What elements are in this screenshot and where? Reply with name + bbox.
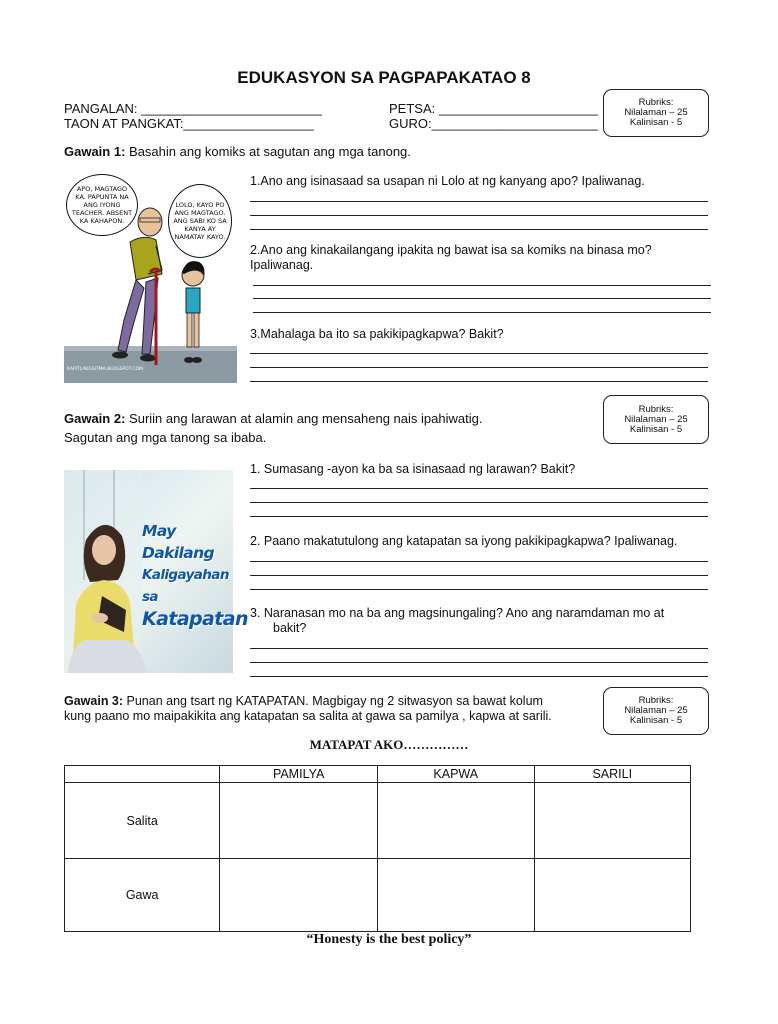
- rubric-box-3: Rubriks: Nilalaman – 25 Kalinisan - 5: [603, 687, 709, 735]
- comic-speech-bubble-lolo: APO, MAGTAGO KA. PAPUNTA NA ANG IYONG TEACHER. ABSENT KA KAHAPON.: [66, 174, 138, 236]
- table-header-cell: [65, 766, 220, 783]
- table-header-cell: SARILI: [534, 766, 690, 783]
- activity-1-question-2: 2.Ano ang kinakailangang ipakita ng bawat isa sa komiks na binasa mo?: [250, 243, 652, 257]
- answer-line: [250, 516, 708, 517]
- motto-quote: “Honesty is the best policy”: [306, 932, 472, 947]
- activity-3-label: Gawain 3:: [64, 694, 124, 708]
- table-header-cell: PAMILYA: [220, 766, 378, 783]
- answer-line: [250, 229, 708, 230]
- page-title: EDUKASYON SA PAGPAPAKATAO 8: [237, 68, 531, 87]
- table-cell-input[interactable]: [220, 859, 378, 932]
- answer-line: [250, 488, 708, 489]
- answer-line: [250, 502, 708, 503]
- rubric-content-score: Nilalaman – 25: [624, 107, 688, 118]
- activity-1-label: Gawain 1:: [64, 144, 126, 159]
- answer-line: [250, 381, 708, 382]
- table-cell-input[interactable]: [534, 859, 690, 932]
- activity-2-question-3-cont: bakit?: [273, 621, 307, 635]
- answer-line: [250, 353, 708, 354]
- table-row: [65, 859, 691, 932]
- rubric-box-1: [603, 89, 709, 137]
- comic-image: [64, 170, 237, 383]
- row-label-gawa: Gawa: [65, 859, 220, 932]
- name-field: PANGALAN: _________________________: [64, 101, 322, 116]
- rubric-label: Rubriks:: [638, 97, 674, 108]
- rubric-box-2: Rubriks: Nilalaman – 25 Kalinisan - 5: [603, 395, 709, 444]
- grade-section-field: TAON AT PANGKAT:__________________: [64, 116, 314, 131]
- answer-line: [253, 285, 711, 286]
- answer-line: [253, 298, 711, 299]
- activity-1-question-2-cont: Ipaliwanag.: [250, 258, 314, 272]
- answer-line: [250, 215, 708, 216]
- table-cell-input[interactable]: [534, 783, 690, 859]
- answer-line: [250, 201, 708, 202]
- chart-title: MATAPAT AKO……………: [309, 737, 469, 752]
- answer-line: [253, 312, 711, 313]
- activity-2-question-3: 3. Naranasan mo na ba ang magsinungaling? Ano ang naramdaman mo at: [250, 606, 665, 620]
- activity-1-instruction: Gawain 1: Basahin ang komiks at sagutan ang mga tanong.: [64, 144, 411, 159]
- activity-2-label: Gawain 2:: [64, 411, 126, 426]
- comic-watermark: KAPITLAKGSITMA.BLOGSPOT.COM: [67, 367, 143, 372]
- table-header-cell: KAPWA: [377, 766, 534, 783]
- answer-line: [250, 367, 708, 368]
- table-cell-input[interactable]: [377, 783, 534, 859]
- activity-2-instruction: Gawain 2: Suriin ang larawan at alamin ang mensaheng nais ipahiwatig. Sagutan ang mga tanong sa ibaba.: [64, 411, 483, 445]
- rubric-neatness-score: Kalinisan - 5: [629, 117, 683, 128]
- activity-1-question-1: 1.Ano ang isinasaad sa usapan ni Lolo at ng kanyang apo? Ipaliwanag.: [250, 174, 645, 188]
- activity-1-question-3: 3.Mahalaga ba ito sa pakikipagkapwa? Bakit?: [250, 327, 504, 341]
- honesty-poster-image: [64, 470, 248, 673]
- answer-line: [250, 662, 708, 663]
- honesty-chart-table: [64, 765, 691, 932]
- answer-line: [250, 575, 708, 576]
- table-header-row: [65, 766, 691, 783]
- table-cell-input[interactable]: [220, 783, 378, 859]
- poster-text: May Dakilang Kaligayahan sa Katapatan: [142, 522, 248, 630]
- row-label-salita: Salita: [65, 783, 220, 859]
- answer-line: [250, 589, 708, 590]
- answer-line: [250, 561, 708, 562]
- activity-2-question-1: 1. Sumasang -ayon ka ba sa isinasaad ng larawan? Bakit?: [250, 462, 576, 476]
- activity-3-instruction: Gawain 3: Punan ang tsart ng KATAPATAN. Magbigay ng 2 sitwasyon sa bawat kolum kung paano mo maipakikita ang katapatan sa salita at gawa sa pamilya , kapwa at sarili.: [64, 694, 552, 723]
- table-row: [65, 783, 691, 859]
- activity-2-question-2: 2. Paano makatutulong ang katapatan sa iyong pakikipagkapwa? Ipaliwanag.: [250, 534, 678, 548]
- answer-line: [250, 648, 708, 649]
- comic-speech-bubble-child: LOLO, KAYO PO ANG MAGTAGO. ANG SABI KO SA KANYA AY NAMATAY KAYO.: [168, 184, 232, 258]
- table-cell-input[interactable]: [377, 859, 534, 932]
- teacher-field: GURO:_______________________: [389, 116, 598, 131]
- date-field: PETSA: ______________________: [389, 101, 598, 116]
- answer-line: [250, 676, 708, 677]
